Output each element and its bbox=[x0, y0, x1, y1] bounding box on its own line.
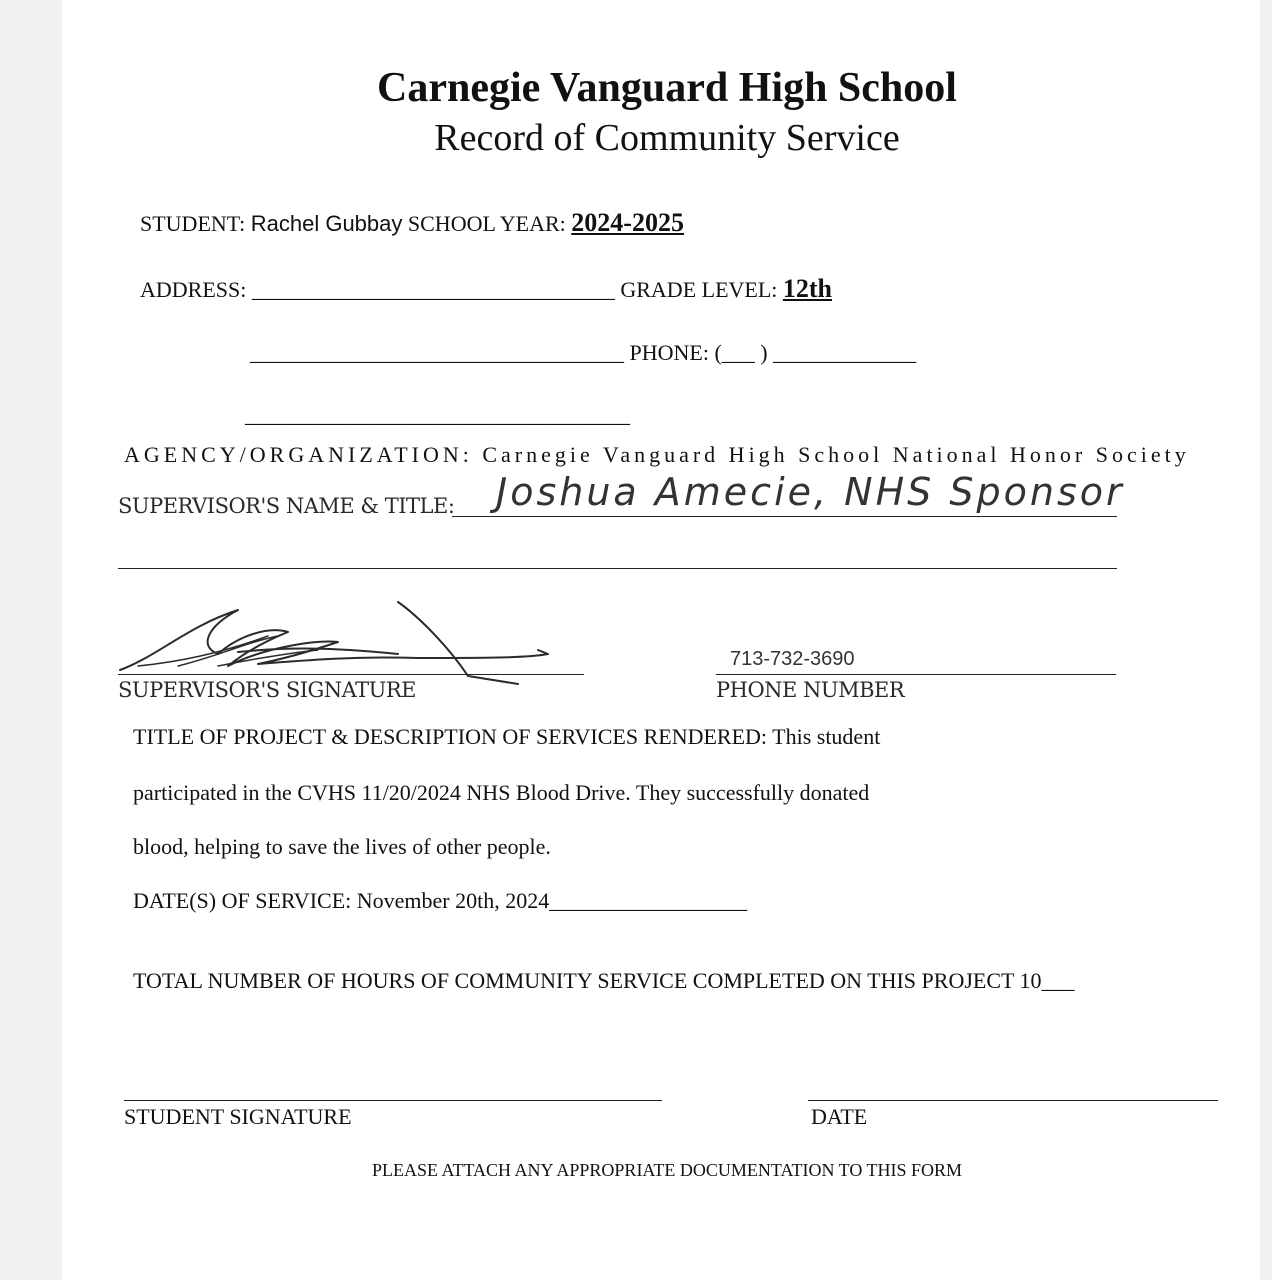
grade-level-value[interactable]: 12th bbox=[782, 274, 833, 303]
address-line-1[interactable]: _________________________________ bbox=[251, 277, 615, 302]
phone-line[interactable]: _____________ bbox=[773, 340, 917, 365]
student-row bbox=[140, 208, 684, 238]
supervisor-phone-value: 713-732-3690 bbox=[730, 648, 855, 670]
address-label: ADDRESS: bbox=[140, 277, 247, 302]
total-hours-value[interactable]: 10___ bbox=[1019, 968, 1075, 993]
supervisor-name-line bbox=[452, 516, 1117, 517]
dates-of-service-row bbox=[133, 888, 747, 914]
supervisor-name-label: SUPERVISOR'S NAME & TITLE: bbox=[118, 494, 455, 518]
project-title-label: TITLE OF PROJECT & DESCRIPTION OF SERVICES RENDERED: This student bbox=[133, 724, 881, 749]
project-description-line-3: blood, helping to save the lives of other people. bbox=[133, 834, 551, 859]
date-label: DATE bbox=[811, 1104, 868, 1129]
school-year-value[interactable]: 2024-2025 bbox=[571, 208, 684, 237]
agency-line-partial: AGENCY/ORGANIZATION: Carnegie Vanguard High School National Honor Society bbox=[124, 442, 1190, 467]
supervisor-phone-line bbox=[716, 674, 1116, 675]
total-hours-label: TOTAL NUMBER OF HOURS OF COMMUNITY SERVICE COMPLETED ON THIS PROJECT bbox=[133, 968, 1015, 993]
school-year-label: SCHOOL YEAR: bbox=[407, 211, 566, 236]
address-row-2 bbox=[250, 340, 916, 366]
form-title: Record of Community Service bbox=[434, 117, 900, 159]
address-line-3[interactable]: ___________________________________ bbox=[245, 402, 630, 427]
student-name[interactable]: Rachel Gubbay bbox=[250, 211, 403, 236]
supervisor-phone-label: PHONE NUMBER bbox=[716, 678, 905, 702]
date-line[interactable] bbox=[808, 1100, 1218, 1101]
supervisor-signature-label: SUPERVISOR'S SIGNATURE bbox=[118, 678, 417, 702]
student-label: STUDENT: bbox=[140, 211, 246, 236]
supervisor-signature-line bbox=[118, 674, 584, 675]
school-name: Carnegie Vanguard High School bbox=[377, 65, 957, 111]
form-page bbox=[62, 0, 1260, 1280]
project-description-line-2: participated in the CVHS 11/20/2024 NHS Blood Drive. They successfully donated bbox=[133, 780, 870, 805]
supervisor-name-handwritten: Joshua Amecie, NHS Sponsor bbox=[496, 470, 1125, 514]
student-signature-label: STUDENT SIGNATURE bbox=[124, 1104, 352, 1129]
phone-label: PHONE: (___ ) bbox=[629, 340, 768, 365]
address-row bbox=[140, 274, 832, 304]
total-hours-row bbox=[133, 968, 1075, 994]
grade-level-label: GRADE LEVEL: bbox=[620, 277, 778, 302]
supervisor-extra-line bbox=[118, 568, 1117, 569]
dates-of-service-value[interactable]: , 2024__________________ bbox=[494, 888, 748, 913]
attachment-note: PLEASE ATTACH ANY APPROPRIATE DOCUMENTATION TO THIS FORM bbox=[371, 1160, 963, 1180]
address-line-2[interactable]: __________________________________ bbox=[250, 340, 624, 365]
dates-of-service-label: DATE(S) OF SERVICE: November 20th bbox=[133, 888, 495, 913]
student-signature-line[interactable] bbox=[124, 1100, 662, 1101]
